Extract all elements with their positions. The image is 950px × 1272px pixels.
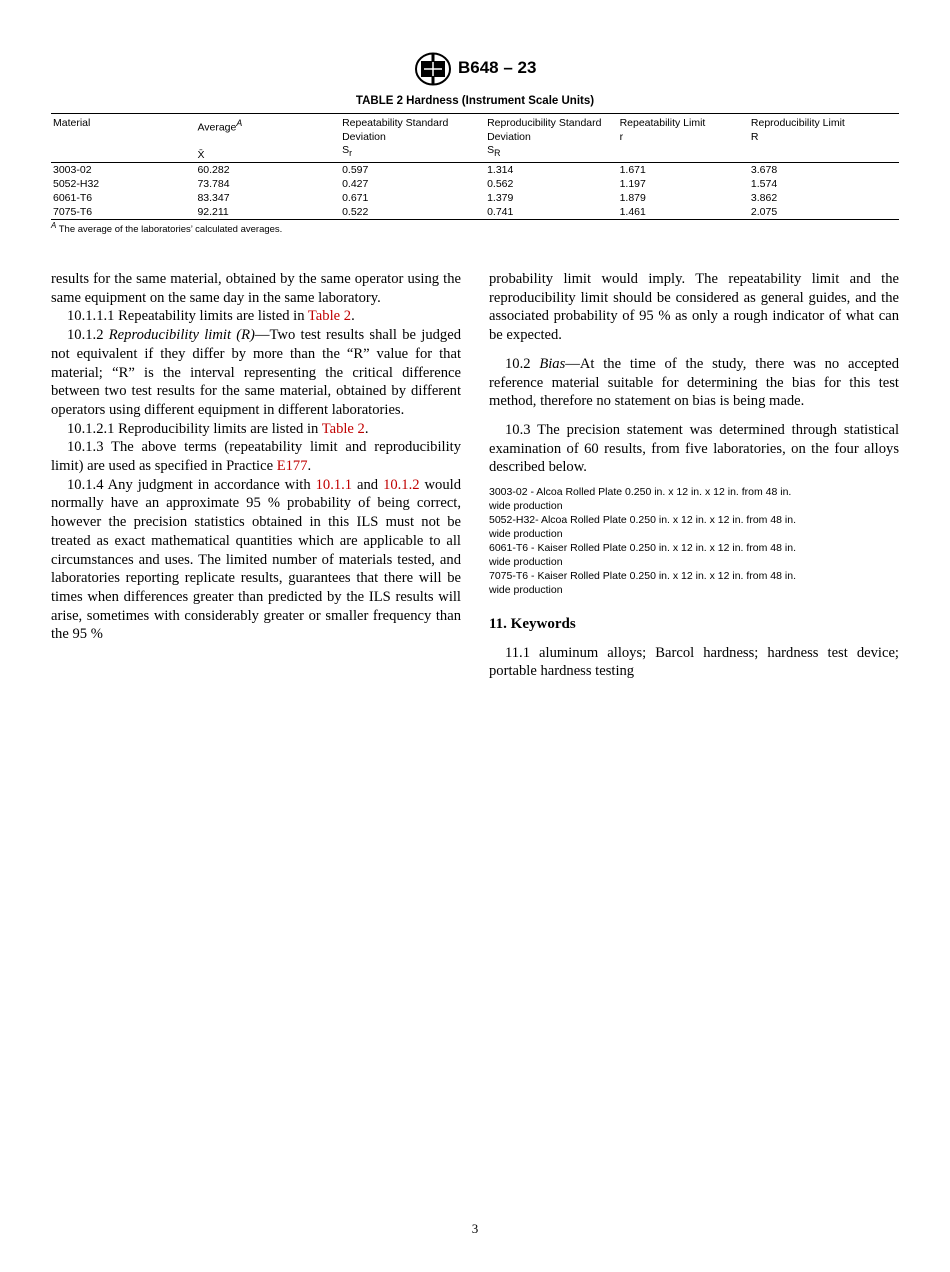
table-row (51, 205, 899, 220)
cell-reproducibility-limit: 2.075 (749, 205, 899, 220)
paragraph-10-1-3: 10.1.3 The above terms (repeatability limit and reproducibility limit) are used as specified in Practice E177. (51, 439, 461, 475)
list-item: wide production (489, 556, 563, 569)
cell-repeatability-sd: 0.597 (342, 164, 369, 176)
right-column (489, 270, 899, 681)
column-header-repeatability-limit: Repeatability Limit r (618, 114, 749, 163)
table-row (51, 163, 899, 178)
cell-material: 7075-T6 (51, 205, 195, 220)
list-item: 3003-02 - Alcoa Rolled Plate 0.250 in. x 12 in. x 12 in. from 48 in. (489, 486, 792, 499)
cell-repeatability-sd: 0.522 (340, 205, 485, 220)
paragraph-10-3: 10.3 The precision statement was determined through statistical examination of 60 results, from five laboratories, on the four alloys described below. (489, 421, 899, 476)
hardness-table (51, 113, 899, 220)
paragraph-continuation: results for the same material, obtained by the same operator using the same equipment on the same day in the same laboratory. (51, 271, 461, 306)
list-item: 7075-T6 - Kaiser Rolled Plate 0.250 in. x 12 in. x 12 in. from 48 in. (489, 570, 796, 583)
paragraph-10-1-4: 10.1.4 Any judgment in accordance with 10.1.1 and 10.1.2 would normally have an approximate 95 % probability of being correct, however the precision statistics obtained in this ILS must not be treated as exact mathematical quantities which are applicable to all circumstances and uses. The limited number of materials tested, and laboratories reporting replicate results, guarantees that there will be times when differences greater than predicted by the ILS results will arise, sometimes with considerably greater or smaller frequency than the 95 % (51, 476, 461, 643)
section-10-1-1-link[interactable]: 10.1.1 (315, 476, 353, 493)
cell-material: 3003-02 (53, 164, 92, 176)
cell-repeatability-limit: 1.671 (619, 164, 646, 176)
cell-material: 6061-T6 (53, 192, 93, 204)
cell-reproducibility-sd: 1.314 (487, 164, 514, 176)
table-2-link[interactable]: Table 2 (321, 420, 365, 437)
column-header-average: Average$^A$ X̄ (195, 114, 340, 163)
paragraph-continuation: probability limit would imply. The repeatability limit and the reproducibility limit should be considered as general guides, and the associated probability of 95 % as only a rough indicator of what can be expected. (489, 271, 899, 344)
paragraph-10-1-2-1: 10.1.2.1 Reproducibility limits are listed in Table 2. (67, 420, 369, 437)
paragraph-10-1-2: 10.1.2 Reproducibility limit (R)—Two test results shall be judged not equivalent if they differ by more than the “R” value for that material; “R” is the interval representing the critical difference between two test results for the same material, obtained by different operators using different equipment in different laboratories. (51, 327, 461, 418)
cell-reproducibility-sd: 0.741 (485, 205, 618, 220)
column-header-reproducibility-sd: Reproducibility Standard Deviation $S_R$ (485, 114, 618, 163)
cell-repeatability-limit: 1.461 (618, 205, 749, 220)
section-10-1-2-link[interactable]: 10.1.2 (383, 476, 420, 493)
cell-repeatability-limit: 1.197 (619, 178, 646, 190)
list-item: wide production (489, 584, 563, 597)
cell-reproducibility-limit: 3.862 (750, 192, 778, 204)
table-2-link[interactable]: Table 2 (307, 308, 352, 325)
cell-reproducibility-sd: 0.562 (487, 178, 514, 190)
left-column (51, 270, 461, 644)
paragraph-11-1: 11.1 aluminum alloys; Barcol hardness; hardness test device; portable hardness testing (489, 644, 899, 680)
list-item: wide production (489, 500, 563, 513)
astm-logo-icon (414, 52, 452, 86)
cell-average: 60.282 (197, 164, 230, 176)
table-title: TABLE 2 Hardness (Instrument Scale Units) (355, 95, 595, 107)
page-number: 3 (471, 1221, 479, 1236)
cell-reproducibility-limit: 1.574 (750, 178, 778, 190)
list-item: 6061-T6 - Kaiser Rolled Plate 0.250 in. x 12 in. x 12 in. from 48 in. (489, 542, 796, 555)
cell-reproducibility-limit: 3.678 (750, 164, 778, 176)
table-footnote: $^A$ The average of the laboratories’ calculated averages. (51, 221, 283, 236)
column-header-reproducibility-limit: Reproducibility Limit R (749, 114, 899, 163)
page-header (0, 52, 950, 86)
paragraph-10-1-1-1: 10.1.1.1 Repeatability limits are listed in Table 2. (67, 308, 355, 325)
cell-average: 92.211 (195, 205, 340, 220)
table-row (51, 177, 899, 191)
cell-repeatability-sd: 0.427 (342, 178, 369, 190)
table-row (51, 191, 899, 205)
cell-average: 73.784 (197, 178, 230, 190)
list-item: wide production (489, 528, 563, 541)
cell-average: 83.347 (197, 192, 230, 204)
list-item: 5052-H32- Alcoa Rolled Plate 0.250 in. x 12 in. x 12 in. from 48 in. (489, 514, 797, 527)
column-header-repeatability-sd: Repeatability Standard Deviation $S_r$ (340, 114, 485, 163)
alloy-list (489, 485, 899, 597)
paragraph-10-2: 10.2 Bias—At the time of the study, there was no accepted reference material suitable for determining the bias for this test method, therefore no statement on bias is being made. (489, 355, 900, 410)
cell-reproducibility-sd: 1.379 (487, 192, 514, 204)
column-header-material: Material (51, 114, 195, 163)
standard-designation: B648 – 23 (458, 58, 537, 77)
cell-material: 5052-H32 (53, 178, 100, 190)
e177-link[interactable]: E177 (276, 458, 308, 475)
section-heading-keywords: 11. Keywords (489, 616, 576, 633)
cell-repeatability-limit: 1.879 (619, 192, 646, 204)
cell-repeatability-sd: 0.671 (342, 192, 369, 204)
